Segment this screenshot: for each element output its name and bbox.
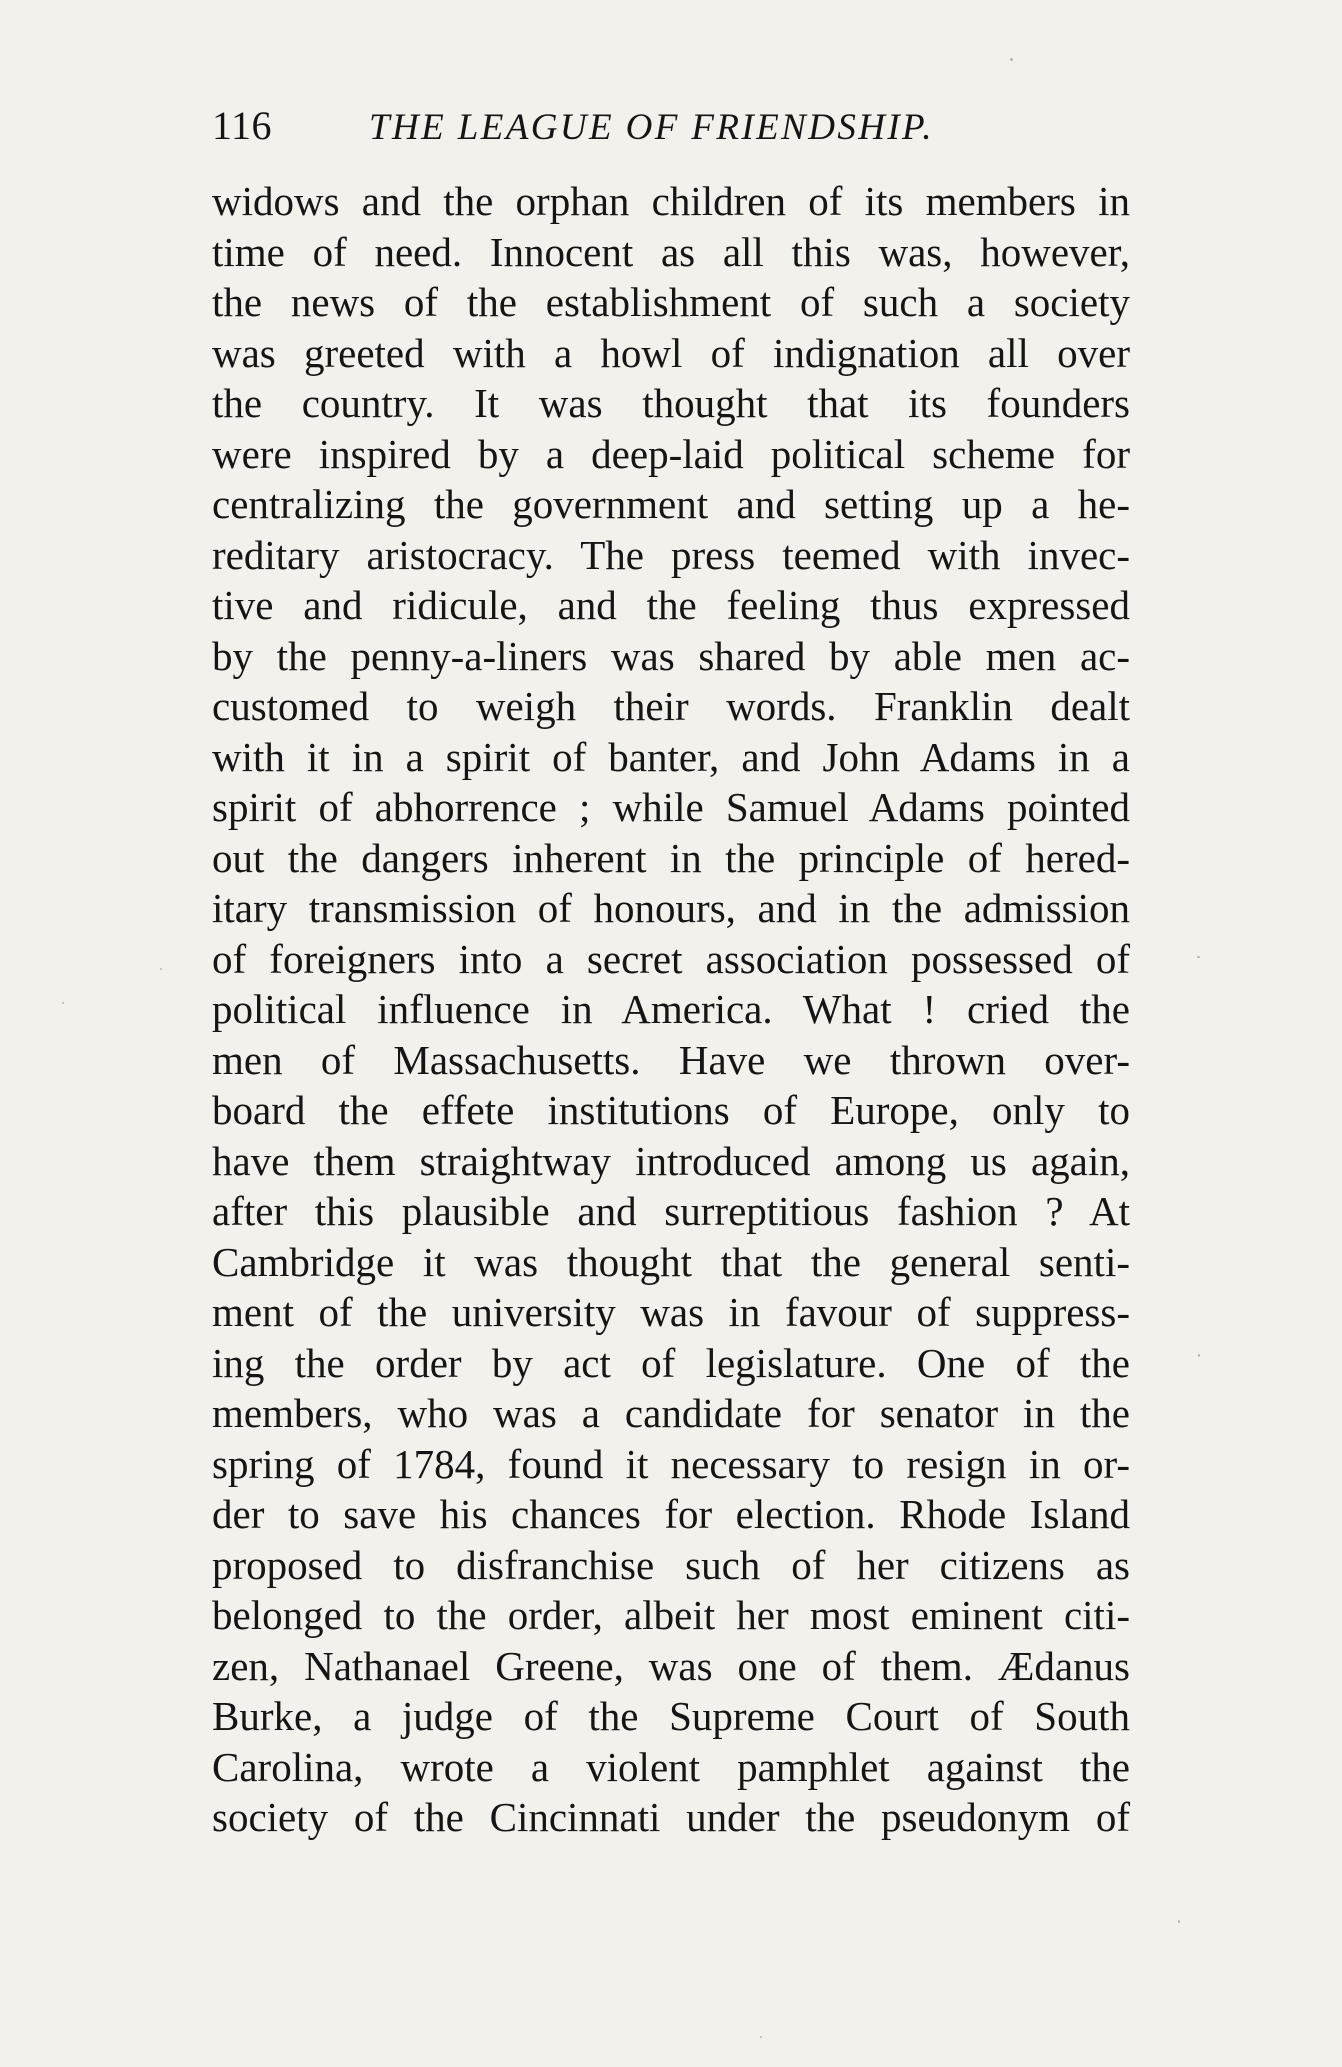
page-number: 116 <box>212 103 273 148</box>
text-line: itary transmission of honours, and in the admission <box>212 885 1130 931</box>
text-line: after this plausible and surreptitious fashion ? At <box>212 1188 1130 1234</box>
paper-speck <box>1197 956 1200 958</box>
text-line: der to save his chances for election. Rhode Island <box>212 1491 1130 1537</box>
text-line: proposed to disfranchise such of her citizens as <box>212 1541 1130 1588</box>
text-line: belonged to the order, albeit her most eminent citi- <box>212 1592 1130 1638</box>
text-line: centralizing the government and setting up a he- <box>212 481 1130 527</box>
paper-speck <box>62 1002 64 1004</box>
paper-speck <box>160 968 162 970</box>
text-line: was greeted with a howl of indignation all over <box>212 329 1130 376</box>
text-line: tive and ridicule, and the feeling thus expressed <box>212 582 1130 628</box>
text-line: Burke, a judge of the Supreme Court of South <box>212 1693 1130 1739</box>
text-line: Cambridge it was thought that the general senti- <box>212 1238 1130 1285</box>
paper-speck <box>1178 1920 1180 1923</box>
page-header <box>212 96 1132 156</box>
text-line: time of need. Innocent as all this was, however, <box>212 228 1130 275</box>
text-line: ment of the university was in favour of suppress- <box>212 1289 1130 1335</box>
text-line: widows and the orphan children of its members in <box>212 178 1130 224</box>
text-line: men of Massachusetts. Have we thrown over- <box>212 1036 1130 1083</box>
paper-speck <box>1010 58 1013 61</box>
text-line: were inspired by a deep-laid political scheme for <box>212 430 1130 477</box>
text-line: with it in a spirit of banter, and John Adams in a <box>212 733 1130 780</box>
text-line: customed to weigh their words. Franklin dealt <box>212 683 1130 729</box>
text-line: Carolina, wrote a violent pamphlet against the <box>212 1743 1130 1790</box>
text-line: spirit of abhorrence ; while Samuel Adams pointed <box>212 784 1130 830</box>
text-line: by the penny-a-liners was shared by able men ac- <box>212 632 1130 679</box>
text-line: out the dangers inherent in the principle of hered- <box>212 834 1130 881</box>
paper-speck <box>1198 1354 1200 1357</box>
text-line: have them straightway introduced among us again, <box>212 1137 1130 1184</box>
text-line: members, who was a candidate for senator in the <box>212 1390 1130 1436</box>
paper-speck <box>760 2036 762 2038</box>
text-line: of foreigners into a secret association possessed of <box>212 935 1130 982</box>
text-line: political influence in America. What ! cried the <box>212 986 1130 1032</box>
body-text <box>212 176 1130 1843</box>
text-line: the country. It was thought that its founders <box>212 380 1130 426</box>
text-line: the news of the establishment of such a society <box>212 279 1130 325</box>
text-line: reditary aristocracy. The press teemed with invec- <box>212 531 1130 578</box>
text-line: society of the Cincinnati under the pseudonym of <box>212 1794 1130 1840</box>
text-line: ing the order by act of legislature. One of the <box>212 1339 1130 1386</box>
text-line: spring of 1784, found it necessary to resign in or- <box>212 1440 1130 1487</box>
text-line: board the effete institutions of Europe, only to <box>212 1087 1130 1133</box>
running-title: THE LEAGUE OF FRIENDSHIP. <box>369 107 934 148</box>
text-line: zen, Nathanael Greene, was one of them. Ædanus <box>212 1642 1130 1689</box>
